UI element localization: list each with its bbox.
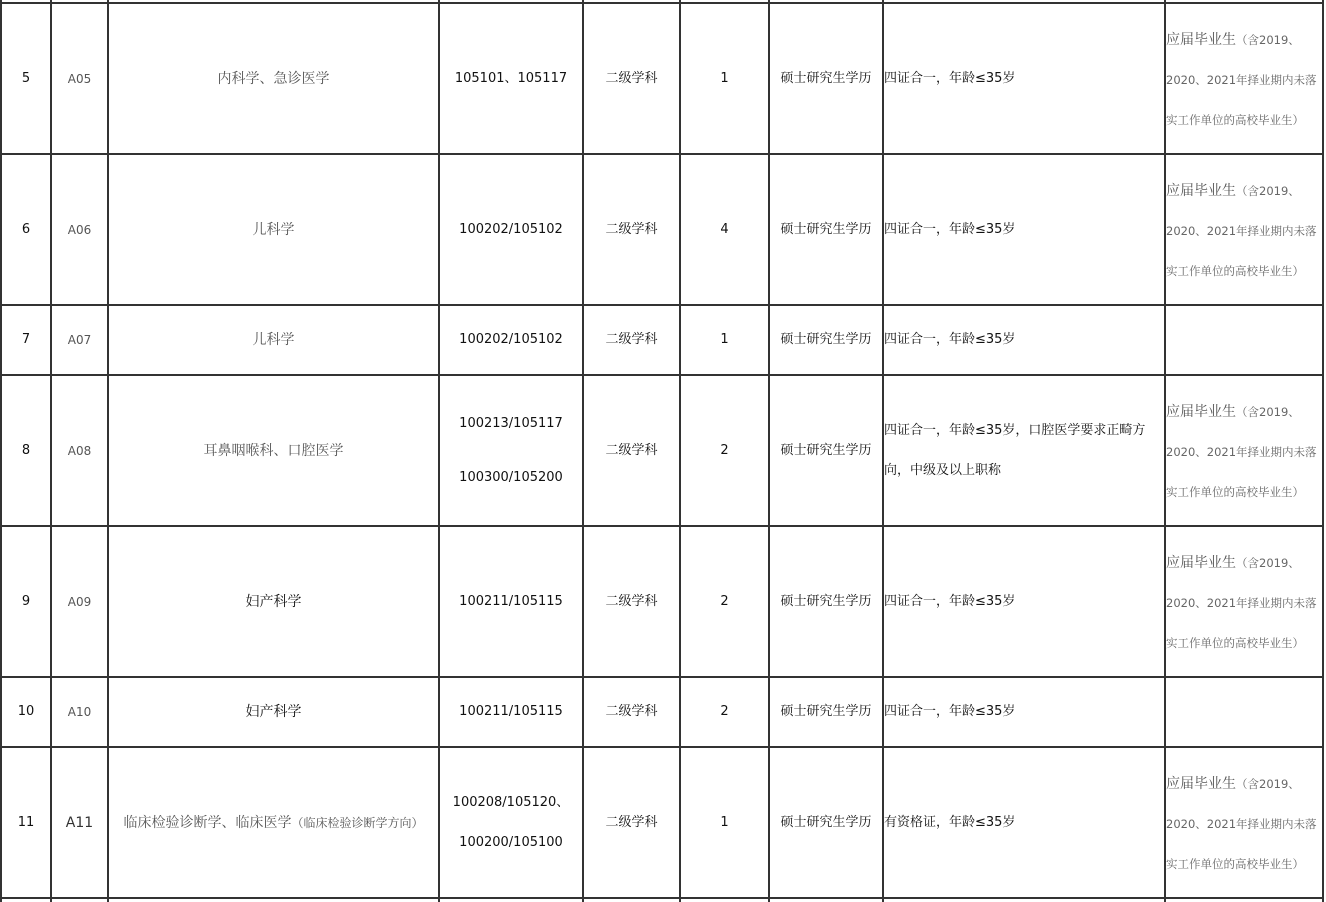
row-border (0, 374, 1322, 376)
major-name: 妇产科学 (245, 593, 302, 610)
remark-detail: （含2019、2020、2021年择业期内未落实工作单位的高校毕业生） (1166, 556, 1317, 650)
code-list (459, 220, 563, 240)
major-name: 妇产科学 (245, 704, 302, 720)
row-border (0, 153, 1322, 155)
major-code: 100202/105102 (459, 221, 563, 237)
remark-cell (1166, 306, 1322, 374)
row-border (0, 746, 1322, 748)
requirement-text: 四证合一，年龄≤35岁 (884, 704, 1016, 719)
row-border (0, 676, 1322, 678)
requirement-text: 四证合一，年龄≤35岁 (884, 593, 1016, 609)
education-requirement: 硕士研究生学历 (780, 814, 872, 830)
major-codes (440, 678, 582, 746)
row-border (0, 2, 1322, 4)
headcount: 2 (720, 704, 729, 719)
remark-main: 应届毕业生 (1166, 404, 1236, 420)
other-requirements (884, 376, 1164, 525)
requirement-text: 四证合一，年龄≤35岁 (884, 70, 1016, 86)
position-code: A08 (67, 443, 92, 458)
remark-text (1166, 748, 1322, 884)
major-codes (440, 748, 582, 897)
headcount: 4 (720, 221, 729, 237)
remark-main: 应届毕业生 (1166, 183, 1236, 199)
row-number: 11 (17, 814, 35, 830)
row-number: 10 (17, 704, 35, 719)
major-code: 100202/105102 (459, 332, 563, 347)
column-border (107, 0, 109, 902)
major-cell (109, 678, 438, 746)
remark-main: 应届毕业生 (1166, 555, 1236, 571)
education-requirement: 硕士研究生学历 (780, 221, 872, 237)
education-requirement: 硕士研究生学历 (780, 70, 872, 86)
major-name: 儿科学 (252, 332, 295, 348)
column-border (50, 0, 52, 902)
requirement-text: 四证合一，年龄≤35岁，口腔医学要求正畸方向，中级及以上职称 (884, 422, 1146, 478)
remark-cell (1166, 527, 1322, 676)
other-requirements (884, 678, 1164, 746)
column-border (1322, 0, 1324, 902)
discipline-level: 二级学科 (605, 814, 658, 830)
column-border (882, 0, 884, 902)
row-number: 8 (21, 442, 31, 458)
column-border (679, 0, 681, 902)
major-code: 100208/105120、 (452, 794, 570, 810)
major-code: 100300/105200 (459, 469, 563, 485)
remark-detail: （含2019、2020、2021年择业期内未落实工作单位的高校毕业生） (1166, 405, 1317, 499)
remark-cell (1166, 155, 1322, 304)
major-cell (109, 4, 438, 153)
position-code: A06 (67, 222, 92, 237)
discipline-level: 二级学科 (605, 442, 658, 458)
education-requirement: 硕士研究生学历 (780, 332, 872, 347)
headcount: 2 (720, 593, 729, 609)
row-number: 5 (21, 70, 31, 86)
row-border (0, 525, 1322, 527)
major-codes (440, 527, 582, 676)
headcount: 1 (720, 814, 729, 830)
remark-text (1166, 4, 1322, 140)
column-border (438, 0, 440, 902)
headcount: 1 (720, 70, 729, 86)
major-code: 100213/105117 (459, 415, 563, 431)
requirement-text: 四证合一，年龄≤35岁 (884, 332, 1016, 347)
other-requirements (884, 527, 1164, 676)
discipline-level: 二级学科 (605, 593, 658, 609)
major-cell (109, 376, 438, 525)
position-code: A09 (67, 594, 92, 609)
column-border (0, 0, 2, 902)
major-cell (109, 748, 438, 897)
discipline-level: 二级学科 (605, 332, 658, 347)
major-code: 100200/105100 (459, 834, 563, 850)
column-border (1164, 0, 1166, 902)
major-codes (440, 4, 582, 153)
position-code: A10 (67, 705, 92, 719)
headcount: 2 (720, 442, 729, 458)
discipline-level: 二级学科 (605, 704, 658, 719)
code-list (453, 783, 570, 863)
remark-cell (1166, 678, 1322, 746)
other-requirements (884, 748, 1164, 897)
position-code: A05 (67, 71, 92, 86)
major-codes (440, 155, 582, 304)
remark-cell (1166, 376, 1322, 525)
position-code: A07 (67, 333, 92, 347)
headcount: 1 (720, 332, 729, 347)
code-list (459, 702, 563, 722)
discipline-level: 二级学科 (605, 221, 658, 237)
major-name: 耳鼻咽喉科、口腔医学 (203, 442, 344, 459)
major-name: 儿科学 (252, 221, 295, 238)
remark-detail: （含2019、2020、2021年择业期内未落实工作单位的高校毕业生） (1166, 33, 1317, 127)
major-code: 100211/105115 (459, 704, 563, 719)
remark-text (1166, 376, 1322, 512)
requirement-text: 有资格证，年龄≤35岁 (884, 814, 1016, 830)
major-code: 100211/105115 (459, 593, 563, 609)
remark-main: 应届毕业生 (1166, 32, 1236, 48)
other-requirements (884, 306, 1164, 374)
education-requirement: 硕士研究生学历 (780, 442, 872, 458)
remark-cell (1166, 4, 1322, 153)
major-name: 内科学、急诊医学 (217, 70, 330, 87)
major-cell (109, 527, 438, 676)
major-cell (109, 155, 438, 304)
code-list (455, 69, 567, 89)
education-requirement: 硕士研究生学历 (780, 593, 872, 609)
major-codes (440, 306, 582, 374)
code-list (459, 330, 563, 350)
row-border (0, 304, 1322, 306)
requirement-text: 四证合一，年龄≤35岁 (884, 221, 1016, 237)
major-code: 105101、105117 (454, 70, 568, 86)
column-border (768, 0, 770, 902)
position-code: A11 (65, 814, 94, 831)
major-name: 临床检验诊断学、临床医学 (123, 814, 292, 831)
other-requirements (884, 4, 1164, 153)
major-direction: （临床检验诊断学方向） (291, 815, 424, 830)
remark-detail: （含2019、2020、2021年择业期内未落实工作单位的高校毕业生） (1166, 777, 1317, 871)
row-number: 6 (21, 221, 31, 237)
remark-detail: （含2019、2020、2021年择业期内未落实工作单位的高校毕业生） (1166, 184, 1317, 278)
row-border (0, 897, 1322, 899)
major-cell (109, 306, 438, 374)
remark-cell (1166, 748, 1322, 897)
column-border (582, 0, 584, 902)
row-number: 7 (21, 332, 31, 347)
discipline-level: 二级学科 (605, 70, 658, 86)
remark-text (1166, 527, 1322, 663)
remark-main: 应届毕业生 (1166, 776, 1236, 792)
code-list (459, 414, 563, 488)
other-requirements (884, 155, 1164, 304)
row-number: 9 (21, 593, 31, 609)
remark-text (1166, 155, 1322, 291)
education-requirement: 硕士研究生学历 (780, 704, 872, 719)
code-list (459, 592, 563, 612)
major-codes (440, 376, 582, 525)
